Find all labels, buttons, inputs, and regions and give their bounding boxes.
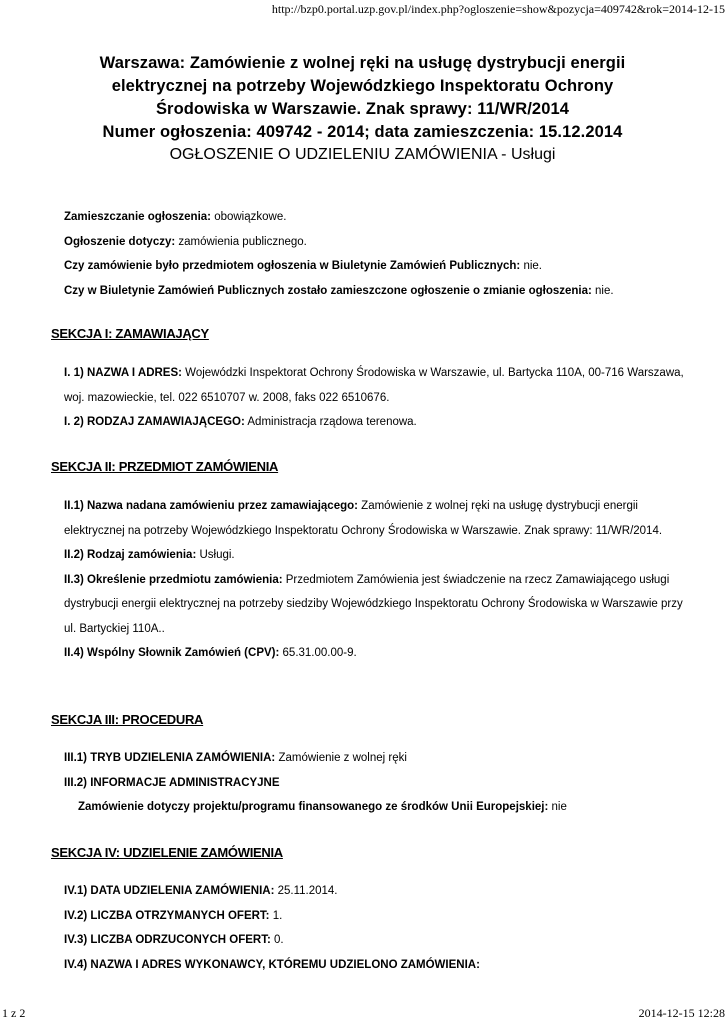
item-label: I. 1) NAZWA I ADRES:	[64, 367, 182, 379]
section-item	[64, 795, 694, 820]
section-item	[64, 410, 694, 435]
section-item	[64, 641, 694, 666]
item-value: 65.31.00.00-9.	[279, 647, 357, 659]
meta-value: nie.	[520, 260, 542, 272]
item-label: II.2) Rodzaj zamówienia:	[64, 549, 197, 561]
item-value: 1.	[269, 909, 283, 922]
item-label: Zamówienie dotyczy projektu/programu finansowanego ze środków Unii Europejskiej:	[78, 801, 549, 813]
meta-value: obowiązkowe.	[211, 211, 287, 223]
section-item	[64, 494, 694, 543]
meta-value: zamówienia publicznego.	[175, 235, 307, 248]
meta-label: Czy zamówienie było przedmiotem ogłoszenia w Biuletynie Zamówień Publicznych:	[64, 260, 521, 272]
print-datetime: 2014-12-15 12:28	[638, 1006, 725, 1020]
section-4-heading: SEKCJA IV: UDZIELENIE ZAMÓWIENIA	[51, 845, 283, 860]
item-label: IV.4) NAZWA I ADRES WYKONAWCY, KTÓREMU UDZIELONO ZAMÓWIENIA:	[64, 958, 480, 971]
section-item	[64, 879, 694, 904]
document-title	[40, 52, 685, 166]
item-label: III.1) TRYB UDZIELENIA ZAMÓWIENIA:	[64, 752, 276, 764]
section-item	[64, 953, 694, 978]
item-label: I. 2) RODZAJ ZAMAWIAJĄCEGO:	[64, 416, 245, 428]
section-1-body	[64, 361, 694, 435]
item-label: II.3) Określenie przedmiotu zamówienia:	[64, 573, 283, 586]
item-value: Zamówienie z wolnej ręki na usługę dystrybucji energii elektrycznej na potrzeby Wojewódzkiego Inspektoratu Ochrony Środowiska w Warszawie. Znak sprawy: 11/WR/2014.	[64, 500, 663, 537]
meta-label: Ogłoszenie dotyczy:	[64, 235, 176, 248]
meta-row	[64, 230, 614, 255]
title-line-1: Warszawa: Zamówienie z wolnej ręki na usługę dystrybucji energii	[99, 54, 626, 72]
announcement-meta	[64, 205, 614, 303]
section-1-heading: SEKCJA I: ZAMAWIAJĄCY	[51, 326, 209, 341]
item-value: Usługi.	[196, 549, 235, 561]
page-number: 1 z 2	[2, 1006, 26, 1020]
item-value: Zamówienie z wolnej ręki	[275, 752, 407, 764]
item-label: IV.1) DATA UDZIELENIA ZAMÓWIENIA:	[64, 885, 275, 897]
meta-row	[64, 279, 614, 304]
item-label: II.1) Nazwa nadana zamówieniu przez zamawiającego:	[64, 500, 358, 512]
item-value: Przedmiotem Zamówienia jest świadczenie na rzecz Zamawiającego usługi dystrybucji energii elektrycznej na potrzeby siedziby Wojewódzkiego Inspektoratu Ochrony Środowiska w Warszawie przy ul. Bartyckiej 110A..	[64, 573, 683, 635]
meta-row	[64, 205, 614, 230]
meta-label: Zamieszczanie ogłoszenia:	[64, 211, 211, 223]
item-value: Wojewódzki Inspektorat Ochrony Środowiska w Warszawie, ul. Bartycka 110A, 00-716 Warszawa, woj. mazowieckie, tel. 022 6510707 w. 2008, faks 022 6510676.	[64, 367, 684, 404]
section-2-heading: SEKCJA II: PRZEDMIOT ZAMÓWIENIA	[51, 459, 279, 474]
meta-value: nie.	[591, 284, 614, 297]
header-url: http://bzp0.portal.uzp.gov.pl/index.php?ogloszenie=show&pozycja=409742&rok=2014-12-15	[271, 2, 725, 16]
title-line-2: elektrycznej na potrzeby Wojewódzkiego Inspektoratu Ochrony	[111, 77, 614, 95]
section-item	[64, 928, 694, 953]
title-line-3: Środowiska w Warszawie. Znak sprawy: 11/WR/2014	[155, 100, 570, 118]
section-3-heading: SEKCJA III: PROCEDURA	[51, 712, 204, 727]
item-value: 25.11.2014.	[274, 885, 338, 897]
section-4-body	[64, 879, 694, 977]
title-line-4: Numer ogłoszenia: 409742 - 2014; data zamieszczenia: 15.12.2014	[102, 123, 623, 141]
section-item	[64, 568, 694, 642]
item-value: Administracja rządowa terenowa.	[244, 416, 417, 428]
section-item	[64, 543, 694, 568]
item-value: nie	[548, 801, 567, 813]
item-label: IV.2) LICZBA OTRZYMANYCH OFERT:	[64, 909, 270, 922]
section-item	[64, 746, 694, 771]
section-item	[64, 361, 694, 410]
meta-label: Czy w Biuletynie Zamówień Publicznych zostało zamieszczone ogłoszenie o zmianie ogłoszenia:	[64, 284, 592, 297]
section-item	[64, 771, 694, 796]
item-value: 0.	[270, 934, 284, 946]
section-item	[64, 904, 694, 929]
item-label: IV.3) LICZBA ODRZUCONYCH OFERT:	[64, 934, 271, 946]
section-3-body	[64, 746, 694, 820]
document-subtitle: OGŁOSZENIE O UDZIELENIU ZAMÓWIENIA - Usługi	[169, 146, 556, 163]
item-label: II.4) Wspólny Słownik Zamówień (CPV):	[64, 647, 280, 659]
section-2-body	[64, 494, 694, 666]
item-label: III.2) INFORMACJE ADMINISTRACYJNE	[64, 776, 280, 789]
meta-row	[64, 254, 614, 279]
